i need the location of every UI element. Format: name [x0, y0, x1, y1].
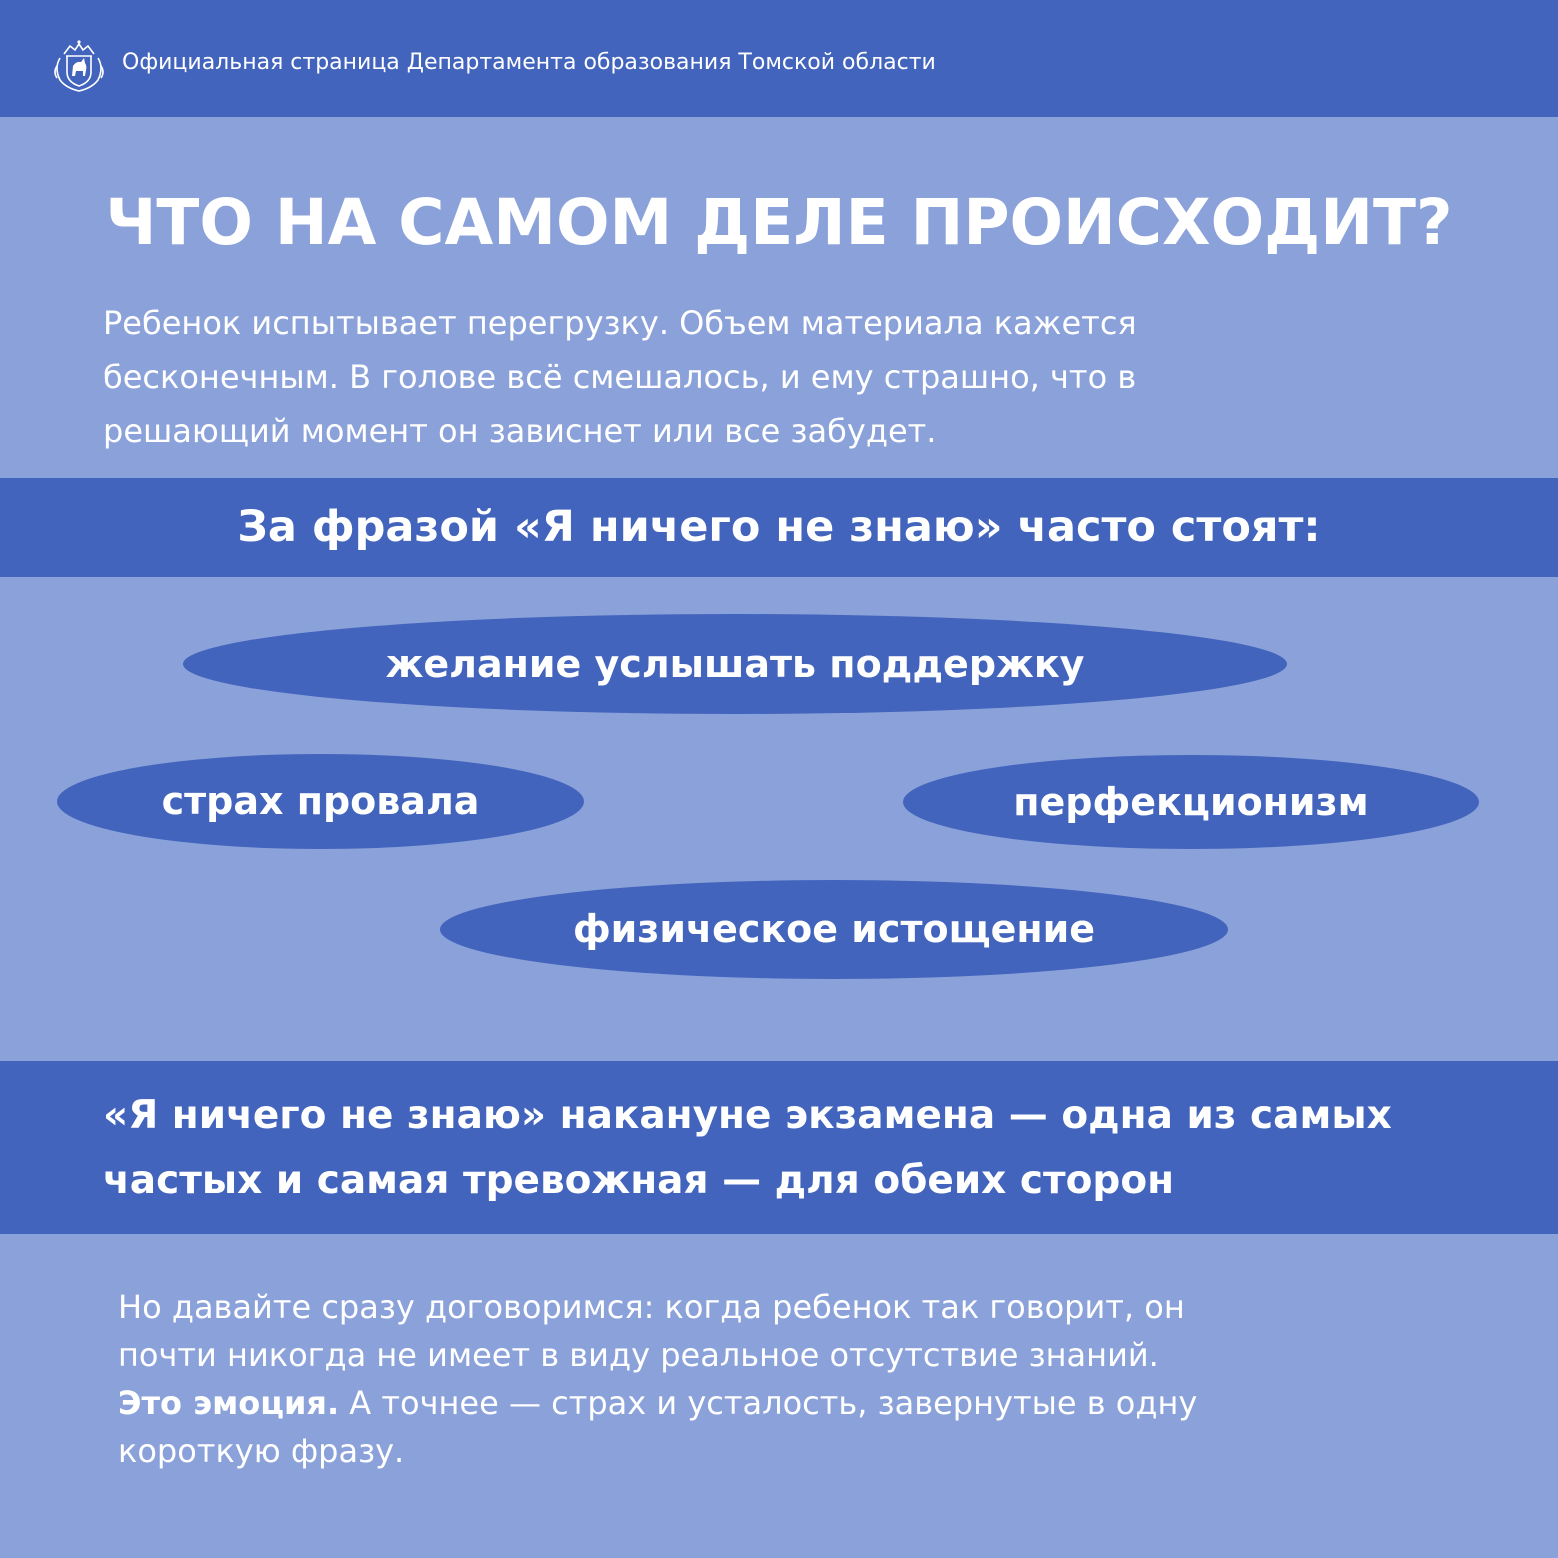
pill-fear-of-failure: страх провала: [57, 754, 584, 849]
pill-support-wish: желание услышать поддержку: [183, 614, 1287, 714]
pill-physical-exhaustion: физическое истощение: [440, 880, 1228, 979]
outro-line: почти никогда не имеет в виду реальное отсутствие знаний.: [118, 1336, 1159, 1374]
outro-line: короткую фразу.: [118, 1432, 405, 1470]
tomsk-oblast-coat-of-arms-icon: [50, 36, 108, 94]
intro-line: решающий момент он зависнет или все забудет.: [103, 412, 937, 450]
header-title: Официальная страница Департамента образования Томской области: [122, 50, 936, 75]
intro-paragraph: [103, 296, 1403, 458]
header-bar: [0, 0, 1558, 117]
highlight-line: частых и самая тревожная — для обеих сторон: [103, 1158, 1175, 1203]
outro-emphasis: Это эмоция.: [118, 1384, 340, 1422]
page-title: ЧТО НА САМОМ ДЕЛЕ ПРОИСХОДИТ?: [105, 186, 1453, 259]
subheading-text: За фразой «Я ничего не знаю» часто стоят:: [237, 502, 1321, 552]
outro-paragraph: [118, 1283, 1478, 1475]
pill-perfectionism: перфекционизм: [903, 755, 1479, 849]
highlight-band: [0, 1061, 1558, 1234]
outro-line: Но давайте сразу договоримся: когда ребенок так говорит, он: [118, 1288, 1185, 1326]
subheading-band: [0, 478, 1558, 577]
outro-line-rest: А точнее — страх и усталость, завернутые в одну: [339, 1384, 1198, 1422]
intro-line: бесконечным. В голове всё смешалось, и ему страшно, что в: [103, 358, 1137, 396]
intro-line: Ребенок испытывает перегрузку. Объем материала кажется: [103, 304, 1137, 342]
highlight-text: [103, 1083, 1523, 1213]
highlight-line: «Я ничего не знаю» накануне экзамена — одна из самых: [103, 1093, 1392, 1138]
outro-line: [118, 1379, 1478, 1427]
